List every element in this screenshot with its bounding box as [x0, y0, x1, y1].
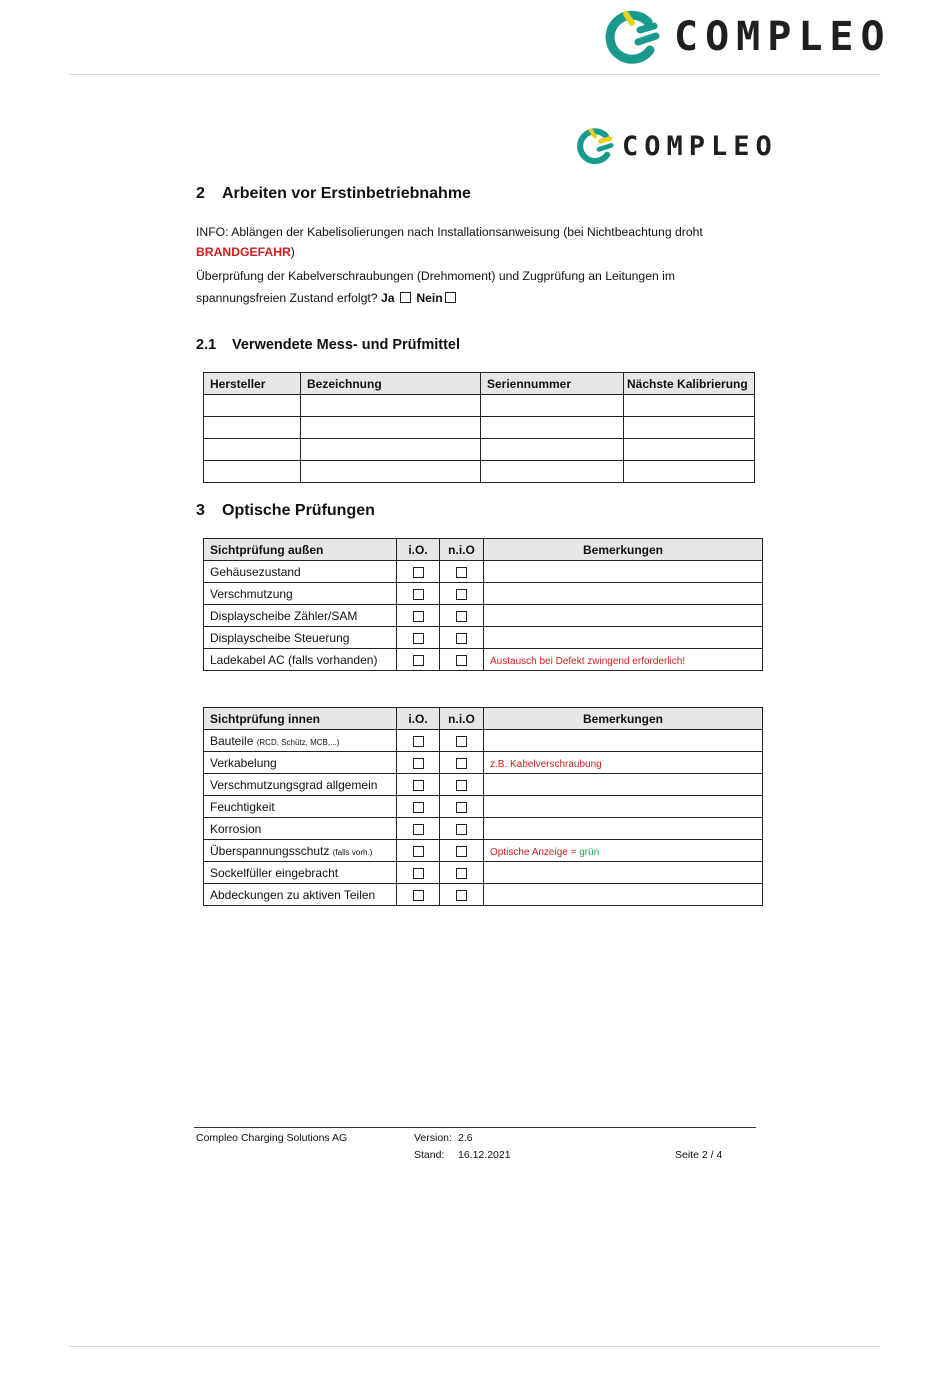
footer-stand-value: 16.12.2021: [458, 1149, 511, 1161]
row-label-cell: [204, 774, 397, 796]
row-label-cell: [204, 884, 397, 906]
not-ok-checkbox[interactable]: [456, 589, 467, 600]
footer-company: Compleo Charging Solutions AG: [196, 1132, 348, 1144]
not-ok-checkbox[interactable]: [456, 655, 467, 666]
check-line-2: [196, 287, 756, 309]
cell-input[interactable]: [481, 417, 624, 439]
table-row: [204, 752, 763, 774]
row-label-hint: (falls vorh.): [332, 847, 373, 857]
measurement-tools-table: [203, 372, 755, 483]
header-designation: Bezeichnung: [301, 373, 481, 395]
header-remarks: Bemerkungen: [484, 539, 763, 561]
ok-checkbox[interactable]: [413, 780, 424, 791]
table-header-row: [204, 373, 755, 395]
header-next-calibration: Nächste Kalibrierung: [624, 373, 755, 395]
ok-checkbox[interactable]: [413, 567, 424, 578]
ok-cell: [397, 627, 440, 649]
row-label: Sockelfüller eingebracht: [210, 865, 339, 880]
not-ok-cell: [440, 561, 484, 583]
not-ok-cell: [440, 730, 484, 752]
row-label: Bauteile: [210, 733, 254, 748]
section-title: Optische Prüfungen: [222, 502, 375, 519]
ok-cell: [397, 884, 440, 906]
table-row: [204, 561, 763, 583]
ok-checkbox[interactable]: [413, 611, 424, 622]
cell-input[interactable]: [204, 439, 301, 461]
remarks-cell[interactable]: [484, 605, 763, 627]
cell-input[interactable]: [301, 461, 481, 483]
row-label: Displayscheibe Steuerung: [204, 627, 397, 649]
section-title: Verwendete Mess- und Prüfmittel: [232, 337, 461, 353]
row-label-cell: [204, 752, 397, 774]
remarks-cell[interactable]: [484, 583, 763, 605]
remarks-cell[interactable]: [484, 649, 763, 671]
ok-cell: [397, 818, 440, 840]
ok-checkbox[interactable]: [413, 868, 424, 879]
section-number: 2.1: [196, 337, 217, 353]
remarks-cell[interactable]: [484, 561, 763, 583]
not-ok-cell: [440, 796, 484, 818]
ok-cell: [397, 649, 440, 671]
cell-input[interactable]: [481, 461, 624, 483]
check-text-2: spannungsfreien Zustand erfolgt?: [196, 291, 378, 305]
warning-close: ): [290, 245, 295, 259]
row-label: Feuchtigkeit: [210, 799, 275, 814]
ok-checkbox[interactable]: [413, 736, 424, 747]
table-row: [204, 884, 763, 906]
check-line-1: [196, 265, 756, 287]
compleo-wordmark: COMPLEO: [622, 130, 778, 162]
remarks-cell[interactable]: [484, 627, 763, 649]
header-not-ok: n.i.O: [440, 708, 484, 730]
remarks-cell[interactable]: [484, 774, 763, 796]
no-label: Nein: [416, 291, 443, 305]
row-label: Korrosion: [210, 821, 262, 836]
yes-checkbox[interactable]: [400, 292, 411, 303]
yes-label: Ja: [380, 291, 395, 305]
table-row: [204, 796, 763, 818]
compleo-wordmark: COMPLEO: [674, 14, 892, 60]
footer-page-number: Seite 2 / 4: [675, 1149, 723, 1161]
not-ok-checkbox[interactable]: [456, 567, 467, 578]
row-label-cell: [204, 796, 397, 818]
not-ok-cell: [440, 774, 484, 796]
header-manufacturer: Hersteller: [204, 373, 301, 395]
cell-input[interactable]: [301, 417, 481, 439]
ok-cell: [397, 796, 440, 818]
not-ok-checkbox[interactable]: [456, 611, 467, 622]
ok-checkbox[interactable]: [413, 758, 424, 769]
remark-text: Optische Anzeige =: [490, 846, 580, 858]
not-ok-cell: [440, 583, 484, 605]
not-ok-checkbox[interactable]: [456, 802, 467, 813]
cell-input[interactable]: [481, 439, 624, 461]
table-row: [204, 583, 763, 605]
remarks-cell[interactable]: [484, 840, 763, 862]
check-text-1: Überprüfung der Kabelverschraubungen (Drehmoment) und Zugprüfung an Leitungen im: [196, 269, 675, 283]
section-2-heading: [196, 185, 471, 203]
ok-cell: [397, 862, 440, 884]
remarks-cell[interactable]: [484, 796, 763, 818]
footer-stand-label: Stand:: [414, 1149, 445, 1161]
ok-checkbox[interactable]: [413, 633, 424, 644]
row-label-cell: [204, 730, 397, 752]
ok-cell: [397, 583, 440, 605]
cell-input[interactable]: [204, 461, 301, 483]
row-label: Ladekabel AC (falls vorhanden): [204, 649, 397, 671]
section-2-body: [196, 221, 756, 309]
table-row: [204, 417, 755, 439]
not-ok-checkbox[interactable]: [456, 846, 467, 857]
table-row: [204, 395, 755, 417]
info-line: [196, 221, 756, 243]
header-ok: i.O.: [397, 708, 440, 730]
row-label: Verschmutzungsgrad allgemein: [210, 777, 378, 792]
warning-line: [196, 241, 756, 263]
info-text: INFO: Ablängen der Kabelisolierungen nach Installationsanweisung (bei Nichtbeachtung droht: [196, 225, 703, 239]
compleo-plug-icon: [576, 126, 618, 166]
ok-checkbox[interactable]: [413, 655, 424, 666]
not-ok-checkbox[interactable]: [456, 758, 467, 769]
not-ok-checkbox[interactable]: [456, 868, 467, 879]
section-2-1-heading: [196, 337, 460, 353]
remark-text: Austausch bei Defekt zwingend erforderlich!: [490, 655, 686, 667]
row-label: Displayscheibe Zähler/SAM: [204, 605, 397, 627]
section-title: Arbeiten vor Erstinbetriebnahme: [222, 185, 471, 202]
remark-text: z.B. Kabelverschraubung: [490, 758, 602, 770]
ok-cell: [397, 730, 440, 752]
row-label-cell: [204, 862, 397, 884]
table-row: [204, 649, 763, 671]
row-label: Überspannungsschutz: [210, 843, 330, 858]
ok-checkbox[interactable]: [413, 589, 424, 600]
cell-input[interactable]: [204, 417, 301, 439]
remarks-cell[interactable]: [484, 752, 763, 774]
footer-version-value: 2.6: [458, 1132, 473, 1144]
outer-inspection-table: [203, 538, 763, 671]
table-row: [204, 461, 755, 483]
not-ok-cell: [440, 627, 484, 649]
table-row: [204, 840, 763, 862]
ok-cell: [397, 774, 440, 796]
table-header-row: [204, 539, 763, 561]
row-label: Verschmutzung: [204, 583, 397, 605]
cell-input[interactable]: [624, 417, 755, 439]
table-row: [204, 439, 755, 461]
section-number: 2: [196, 185, 205, 202]
not-ok-cell: [440, 840, 484, 862]
remarks-cell[interactable]: [484, 818, 763, 840]
compleo-logo-document: [576, 126, 778, 166]
remarks-cell[interactable]: [484, 730, 763, 752]
header-remarks: Bemerkungen: [484, 708, 763, 730]
footer-divider: [194, 1127, 756, 1128]
not-ok-cell: [440, 649, 484, 671]
warning-text: BRANDGEFAHR: [196, 245, 291, 259]
table-row: [204, 862, 763, 884]
header-serial-number: Seriennummer: [481, 373, 624, 395]
table-row: [204, 730, 763, 752]
no-checkbox[interactable]: [445, 292, 456, 303]
section-3-heading: [196, 502, 375, 520]
ok-cell: [397, 561, 440, 583]
not-ok-checkbox[interactable]: [456, 824, 467, 835]
not-ok-cell: [440, 818, 484, 840]
header-divider: [70, 74, 880, 75]
ok-cell: [397, 752, 440, 774]
table-row: [204, 605, 763, 627]
header-ok: i.O.: [397, 539, 440, 561]
cell-input[interactable]: [301, 395, 481, 417]
row-label: Gehäusezustand: [204, 561, 397, 583]
not-ok-checkbox[interactable]: [456, 890, 467, 901]
row-label-cell: [204, 818, 397, 840]
header-inspection-inside: Sichtprüfung innen: [204, 708, 397, 730]
header-inspection-outside: Sichtprüfung außen: [204, 539, 397, 561]
not-ok-checkbox[interactable]: [456, 736, 467, 747]
ok-cell: [397, 840, 440, 862]
row-label-hint: (RCD, Schütz, MCB,...): [256, 737, 340, 747]
not-ok-checkbox[interactable]: [456, 633, 467, 644]
ok-checkbox[interactable]: [413, 890, 424, 901]
not-ok-cell: [440, 752, 484, 774]
remarks-cell[interactable]: [484, 862, 763, 884]
not-ok-cell: [440, 605, 484, 627]
table-row: [204, 627, 763, 649]
section-number: 3: [196, 502, 205, 519]
row-label: Abdeckungen zu aktiven Teilen: [210, 887, 376, 902]
table-row: [204, 774, 763, 796]
compleo-plug-icon: [604, 8, 666, 66]
not-ok-cell: [440, 884, 484, 906]
ok-checkbox[interactable]: [413, 846, 424, 857]
not-ok-cell: [440, 862, 484, 884]
bottom-divider: [70, 1346, 880, 1347]
table-header-row: [204, 708, 763, 730]
compleo-logo-header: [604, 8, 892, 66]
ok-checkbox[interactable]: [413, 802, 424, 813]
cell-input[interactable]: [624, 461, 755, 483]
cell-input[interactable]: [301, 439, 481, 461]
row-label-cell: [204, 840, 397, 862]
header-not-ok: n.i.O: [440, 539, 484, 561]
cell-input[interactable]: [624, 439, 755, 461]
table-row: [204, 818, 763, 840]
footer-version-label: Version:: [414, 1132, 452, 1144]
cell-input[interactable]: [624, 395, 755, 417]
remarks-cell[interactable]: [484, 884, 763, 906]
row-label: Verkabelung: [210, 755, 277, 770]
cell-input[interactable]: [481, 395, 624, 417]
ok-cell: [397, 605, 440, 627]
remark-text-green: grün: [579, 846, 600, 858]
ok-checkbox[interactable]: [413, 824, 424, 835]
cell-input[interactable]: [204, 395, 301, 417]
not-ok-checkbox[interactable]: [456, 780, 467, 791]
inner-inspection-table: [203, 707, 763, 906]
